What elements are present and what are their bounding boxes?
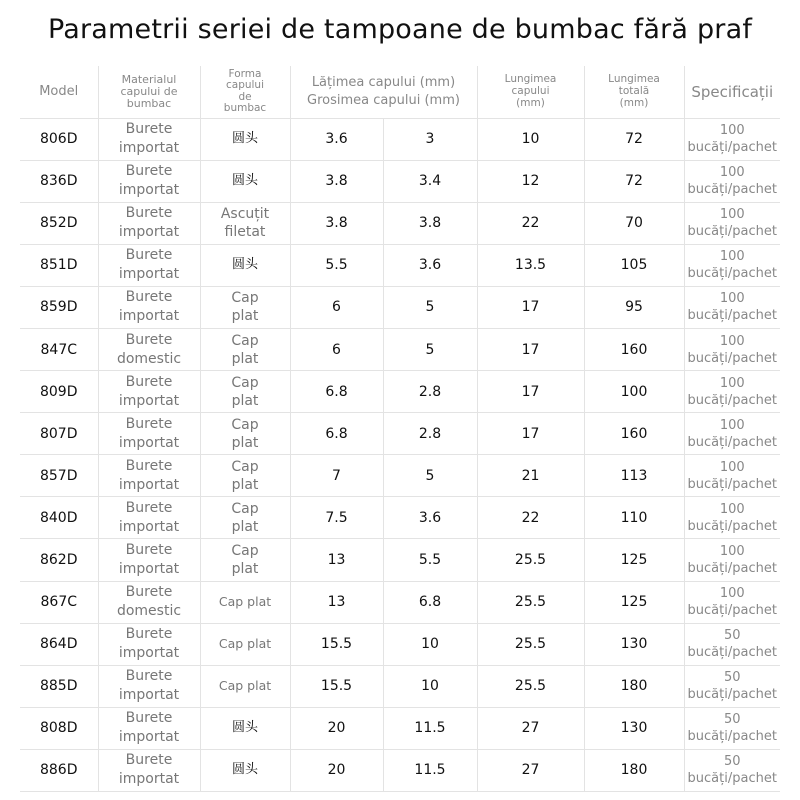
cell-shape-line: plat bbox=[231, 560, 259, 577]
cell-head-length: 10 bbox=[477, 118, 584, 160]
header-material bbox=[98, 66, 200, 118]
cell-material-line: Burete bbox=[125, 247, 173, 264]
cell-model: 840D bbox=[20, 497, 98, 539]
cell-material-line: importat bbox=[118, 476, 180, 493]
cell-spec-line: bucăți/pachet bbox=[687, 392, 777, 408]
cell-shape bbox=[200, 118, 290, 160]
cell-material-line: Burete bbox=[125, 668, 173, 685]
cell-spec bbox=[684, 328, 780, 370]
cell-total-length: 160 bbox=[584, 413, 684, 455]
cell-shape bbox=[200, 623, 290, 665]
cell-shape-line: Ascuțit bbox=[220, 206, 270, 223]
cell-head-length: 17 bbox=[477, 371, 584, 413]
cell-material-line: importat bbox=[118, 560, 180, 577]
header-thickness: Grosimea capului (mm) bbox=[307, 92, 460, 108]
cell-width: 13 bbox=[290, 539, 383, 581]
parameters-table bbox=[20, 66, 780, 792]
cell-model: 859D bbox=[20, 286, 98, 328]
table-row bbox=[20, 413, 780, 455]
cell-spec bbox=[684, 286, 780, 328]
cell-material-line: Burete bbox=[125, 205, 173, 222]
cell-spec bbox=[684, 581, 780, 623]
table-row bbox=[20, 581, 780, 623]
cell-shape-line: plat bbox=[231, 476, 259, 493]
cell-material-line: Burete bbox=[125, 163, 173, 180]
cell-material bbox=[98, 539, 200, 581]
cell-width: 6 bbox=[290, 328, 383, 370]
cell-shape-line: Cap plat bbox=[218, 636, 272, 652]
cell-shape-line: Cap bbox=[231, 374, 259, 391]
cell-model: 852D bbox=[20, 202, 98, 244]
cell-spec-line: 100 bbox=[719, 417, 745, 433]
table-row bbox=[20, 118, 780, 160]
table-row bbox=[20, 539, 780, 581]
cell-shape-line: plat bbox=[231, 518, 259, 535]
table-row bbox=[20, 707, 780, 749]
cell-material bbox=[98, 623, 200, 665]
cell-thickness: 6.8 bbox=[383, 581, 477, 623]
cell-model: 857D bbox=[20, 455, 98, 497]
cell-width: 7.5 bbox=[290, 497, 383, 539]
cell-spec-line: bucăți/pachet bbox=[687, 350, 777, 366]
cell-spec-line: bucăți/pachet bbox=[687, 434, 777, 450]
cell-shape-line: plat bbox=[231, 308, 259, 325]
cell-head-length: 25.5 bbox=[477, 539, 584, 581]
cell-spec-line: 100 bbox=[719, 207, 745, 223]
cell-total-length: 130 bbox=[584, 623, 684, 665]
cell-spec-line: bucăți/pachet bbox=[687, 603, 777, 619]
cell-spec-line: 50 bbox=[723, 670, 741, 686]
cell-total-length: 70 bbox=[584, 202, 684, 244]
cell-shape-line: Cap bbox=[231, 290, 259, 307]
cell-spec bbox=[684, 244, 780, 286]
cell-material-line: domestic bbox=[116, 350, 182, 367]
cell-head-length: 17 bbox=[477, 328, 584, 370]
cell-head-length: 13.5 bbox=[477, 244, 584, 286]
cell-width: 3.8 bbox=[290, 202, 383, 244]
cell-thickness: 5.5 bbox=[383, 539, 477, 581]
cell-shape bbox=[200, 328, 290, 370]
cell-spec-line: bucăți/pachet bbox=[687, 140, 777, 156]
cell-material-line: importat bbox=[118, 308, 180, 325]
cell-material-line: domestic bbox=[116, 603, 182, 620]
cell-spec bbox=[684, 707, 780, 749]
cell-shape-line: 圆头 bbox=[231, 131, 258, 147]
cell-head-length: 25.5 bbox=[477, 665, 584, 707]
header-total-length bbox=[584, 66, 684, 118]
cell-width: 6.8 bbox=[290, 413, 383, 455]
cell-spec bbox=[684, 539, 780, 581]
cell-spec-line: 100 bbox=[719, 333, 745, 349]
cell-width: 3.6 bbox=[290, 118, 383, 160]
cell-shape bbox=[200, 581, 290, 623]
cell-spec bbox=[684, 497, 780, 539]
cell-thickness: 5 bbox=[383, 328, 477, 370]
cell-spec-line: bucăți/pachet bbox=[687, 729, 777, 745]
cell-material bbox=[98, 244, 200, 286]
header-shape-line: bumbac bbox=[223, 102, 267, 115]
cell-spec bbox=[684, 160, 780, 202]
cell-shape bbox=[200, 749, 290, 791]
cell-material bbox=[98, 497, 200, 539]
cell-spec-line: bucăți/pachet bbox=[687, 645, 777, 661]
cell-material-line: importat bbox=[118, 224, 180, 241]
cell-spec-line: 100 bbox=[719, 291, 745, 307]
header-head-length-line: (mm) bbox=[516, 96, 545, 109]
cell-thickness: 3.6 bbox=[383, 244, 477, 286]
cell-total-length: 130 bbox=[584, 707, 684, 749]
cell-spec bbox=[684, 455, 780, 497]
cell-shape-line: Cap plat bbox=[218, 678, 272, 694]
cell-total-length: 72 bbox=[584, 160, 684, 202]
header-shape-line: de bbox=[238, 90, 252, 103]
cell-spec-line: 100 bbox=[719, 501, 745, 517]
cell-total-length: 180 bbox=[584, 665, 684, 707]
cell-spec-line: bucăți/pachet bbox=[687, 476, 777, 492]
cell-model: 867C bbox=[20, 581, 98, 623]
cell-head-length: 17 bbox=[477, 413, 584, 455]
cell-shape-line: Cap bbox=[231, 416, 259, 433]
cell-model: 851D bbox=[20, 244, 98, 286]
cell-thickness: 11.5 bbox=[383, 749, 477, 791]
cell-thickness: 3.8 bbox=[383, 202, 477, 244]
cell-spec-line: 100 bbox=[719, 543, 745, 559]
cell-shape-line: 圆头 bbox=[231, 762, 258, 778]
cell-spec-line: 100 bbox=[719, 165, 745, 181]
parameters-table-container bbox=[20, 66, 780, 792]
header-total-length-line: (mm) bbox=[619, 96, 649, 109]
table-row bbox=[20, 202, 780, 244]
cell-shape-line: Cap bbox=[231, 500, 259, 517]
cell-material-line: importat bbox=[118, 434, 180, 451]
cell-spec-line: bucăți/pachet bbox=[687, 308, 777, 324]
header-material-line: bumbac bbox=[126, 96, 172, 110]
cell-shape bbox=[200, 539, 290, 581]
cell-total-length: 100 bbox=[584, 371, 684, 413]
cell-shape bbox=[200, 244, 290, 286]
header-material-line: Materialul bbox=[121, 72, 177, 86]
cell-head-length: 22 bbox=[477, 497, 584, 539]
cell-thickness: 3.6 bbox=[383, 497, 477, 539]
cell-thickness: 10 bbox=[383, 623, 477, 665]
cell-head-length: 25.5 bbox=[477, 581, 584, 623]
cell-material bbox=[98, 118, 200, 160]
cell-head-length: 27 bbox=[477, 707, 584, 749]
cell-shape-line: Cap bbox=[231, 458, 259, 475]
cell-material-line: Burete bbox=[125, 710, 173, 727]
cell-spec bbox=[684, 371, 780, 413]
cell-model: 807D bbox=[20, 413, 98, 455]
cell-shape-line: plat bbox=[231, 392, 259, 409]
cell-model: 862D bbox=[20, 539, 98, 581]
table-body bbox=[20, 118, 780, 792]
cell-shape bbox=[200, 707, 290, 749]
cell-spec-line: 50 bbox=[723, 628, 741, 644]
cell-material-line: Burete bbox=[125, 541, 173, 558]
cell-shape bbox=[200, 286, 290, 328]
cell-width: 13 bbox=[290, 581, 383, 623]
cell-spec bbox=[684, 749, 780, 791]
table-row bbox=[20, 328, 780, 370]
cell-material bbox=[98, 581, 200, 623]
header-head-length bbox=[477, 66, 584, 118]
header-row bbox=[20, 66, 780, 118]
table-row bbox=[20, 665, 780, 707]
table-row bbox=[20, 160, 780, 202]
header-total-length-line: Lungimea bbox=[608, 73, 660, 86]
cell-spec-line: 100 bbox=[719, 375, 745, 391]
cell-spec-line: bucăți/pachet bbox=[687, 560, 777, 576]
header-shape-line: capului bbox=[225, 79, 265, 92]
cell-spec-line: 100 bbox=[719, 586, 745, 602]
cell-material bbox=[98, 749, 200, 791]
cell-spec-line: bucăți/pachet bbox=[687, 182, 777, 198]
header-shape-line: Forma bbox=[228, 67, 262, 80]
cell-shape-line: plat bbox=[231, 350, 259, 367]
table-row bbox=[20, 623, 780, 665]
table-row bbox=[20, 286, 780, 328]
cell-shape-line: Cap bbox=[231, 332, 259, 349]
cell-material-line: Burete bbox=[125, 457, 173, 474]
cell-total-length: 180 bbox=[584, 749, 684, 791]
cell-spec bbox=[684, 413, 780, 455]
table-row bbox=[20, 371, 780, 413]
cell-material-line: Burete bbox=[125, 331, 173, 348]
cell-thickness: 2.8 bbox=[383, 413, 477, 455]
cell-head-length: 21 bbox=[477, 455, 584, 497]
cell-shape bbox=[200, 202, 290, 244]
cell-shape-line: filetat bbox=[224, 224, 266, 241]
cell-width: 20 bbox=[290, 707, 383, 749]
cell-material-line: importat bbox=[118, 645, 180, 662]
cell-total-length: 160 bbox=[584, 328, 684, 370]
cell-shape bbox=[200, 160, 290, 202]
table-row bbox=[20, 244, 780, 286]
cell-model: 836D bbox=[20, 160, 98, 202]
header-spec: Specificații bbox=[684, 66, 780, 118]
cell-material-line: Burete bbox=[125, 373, 173, 390]
cell-shape-line: 圆头 bbox=[231, 257, 258, 273]
cell-spec-line: bucăți/pachet bbox=[687, 266, 777, 282]
cell-shape-line: Cap plat bbox=[218, 594, 272, 610]
header-head-length-line: Lungimea bbox=[504, 73, 557, 86]
cell-thickness: 3.4 bbox=[383, 160, 477, 202]
header-shape bbox=[200, 66, 290, 118]
cell-spec-line: bucăți/pachet bbox=[687, 224, 777, 240]
cell-shape bbox=[200, 497, 290, 539]
cell-spec-line: 100 bbox=[719, 123, 745, 139]
cell-head-length: 27 bbox=[477, 749, 584, 791]
table-row bbox=[20, 455, 780, 497]
cell-head-length: 12 bbox=[477, 160, 584, 202]
cell-material bbox=[98, 413, 200, 455]
cell-material-line: importat bbox=[118, 182, 180, 199]
cell-width: 15.5 bbox=[290, 623, 383, 665]
cell-material bbox=[98, 707, 200, 749]
cell-shape bbox=[200, 413, 290, 455]
cell-spec-line: bucăți/pachet bbox=[687, 771, 777, 787]
cell-shape bbox=[200, 371, 290, 413]
header-width: Lățimea capului (mm) bbox=[311, 74, 456, 90]
cell-model: 806D bbox=[20, 118, 98, 160]
cell-model: 885D bbox=[20, 665, 98, 707]
cell-width: 7 bbox=[290, 455, 383, 497]
cell-material-line: Burete bbox=[125, 752, 173, 769]
cell-material-line: Burete bbox=[125, 499, 173, 516]
cell-spec bbox=[684, 665, 780, 707]
cell-head-length: 17 bbox=[477, 286, 584, 328]
cell-thickness: 5 bbox=[383, 286, 477, 328]
cell-material-line: importat bbox=[118, 266, 180, 283]
cell-material-line: importat bbox=[118, 518, 180, 535]
cell-material-line: importat bbox=[118, 729, 180, 746]
cell-width: 15.5 bbox=[290, 665, 383, 707]
cell-width: 3.8 bbox=[290, 160, 383, 202]
cell-spec-line: 50 bbox=[723, 754, 741, 770]
cell-total-length: 110 bbox=[584, 497, 684, 539]
cell-total-length: 125 bbox=[584, 581, 684, 623]
cell-material-line: Burete bbox=[125, 584, 173, 601]
cell-width: 6.8 bbox=[290, 371, 383, 413]
cell-material-line: Burete bbox=[125, 289, 173, 306]
header-head-length-line: capului bbox=[511, 84, 550, 97]
cell-material bbox=[98, 328, 200, 370]
cell-thickness: 3 bbox=[383, 118, 477, 160]
cell-material bbox=[98, 455, 200, 497]
cell-material-line: importat bbox=[118, 392, 180, 409]
table-row bbox=[20, 749, 780, 791]
header-material-line: capului de bbox=[120, 84, 178, 98]
table-row bbox=[20, 497, 780, 539]
cell-head-length: 25.5 bbox=[477, 623, 584, 665]
cell-spec bbox=[684, 118, 780, 160]
cell-spec-line: bucăți/pachet bbox=[687, 687, 777, 703]
cell-width: 20 bbox=[290, 749, 383, 791]
cell-width: 6 bbox=[290, 286, 383, 328]
cell-model: 808D bbox=[20, 707, 98, 749]
cell-thickness: 10 bbox=[383, 665, 477, 707]
cell-material-line: importat bbox=[118, 140, 180, 157]
cell-model: 847C bbox=[20, 328, 98, 370]
cell-material bbox=[98, 665, 200, 707]
cell-spec bbox=[684, 202, 780, 244]
cell-material bbox=[98, 371, 200, 413]
header-model: Model bbox=[20, 66, 98, 118]
cell-spec-line: bucăți/pachet bbox=[687, 518, 777, 534]
cell-shape-line: Cap bbox=[231, 542, 259, 559]
cell-width: 5.5 bbox=[290, 244, 383, 286]
cell-material-line: Burete bbox=[125, 121, 173, 138]
cell-shape bbox=[200, 665, 290, 707]
cell-spec-line: 100 bbox=[719, 459, 745, 475]
header-total-length-line: totală bbox=[618, 84, 650, 97]
cell-material bbox=[98, 286, 200, 328]
cell-model: 809D bbox=[20, 371, 98, 413]
cell-total-length: 105 bbox=[584, 244, 684, 286]
cell-material bbox=[98, 202, 200, 244]
cell-shape-line: 圆头 bbox=[231, 173, 258, 189]
cell-total-length: 125 bbox=[584, 539, 684, 581]
page-title: Parametrii seriei de tampoane de bumbac fără praf bbox=[47, 14, 753, 45]
cell-thickness: 2.8 bbox=[383, 371, 477, 413]
cell-material-line: Burete bbox=[125, 415, 173, 432]
cell-spec-line: 100 bbox=[719, 249, 745, 265]
cell-shape bbox=[200, 455, 290, 497]
cell-shape-line: plat bbox=[231, 434, 259, 451]
cell-material bbox=[98, 160, 200, 202]
cell-spec-line: 50 bbox=[723, 712, 741, 728]
cell-head-length: 22 bbox=[477, 202, 584, 244]
cell-thickness: 5 bbox=[383, 455, 477, 497]
cell-model: 864D bbox=[20, 623, 98, 665]
cell-material-line: importat bbox=[118, 771, 180, 788]
cell-thickness: 11.5 bbox=[383, 707, 477, 749]
cell-spec bbox=[684, 623, 780, 665]
cell-total-length: 72 bbox=[584, 118, 684, 160]
cell-total-length: 95 bbox=[584, 286, 684, 328]
cell-material-line: Burete bbox=[125, 626, 173, 643]
header-width-thickness bbox=[290, 66, 477, 118]
cell-model: 886D bbox=[20, 749, 98, 791]
cell-material-line: importat bbox=[118, 687, 180, 704]
cell-shape-line: 圆头 bbox=[231, 720, 258, 736]
cell-total-length: 113 bbox=[584, 455, 684, 497]
